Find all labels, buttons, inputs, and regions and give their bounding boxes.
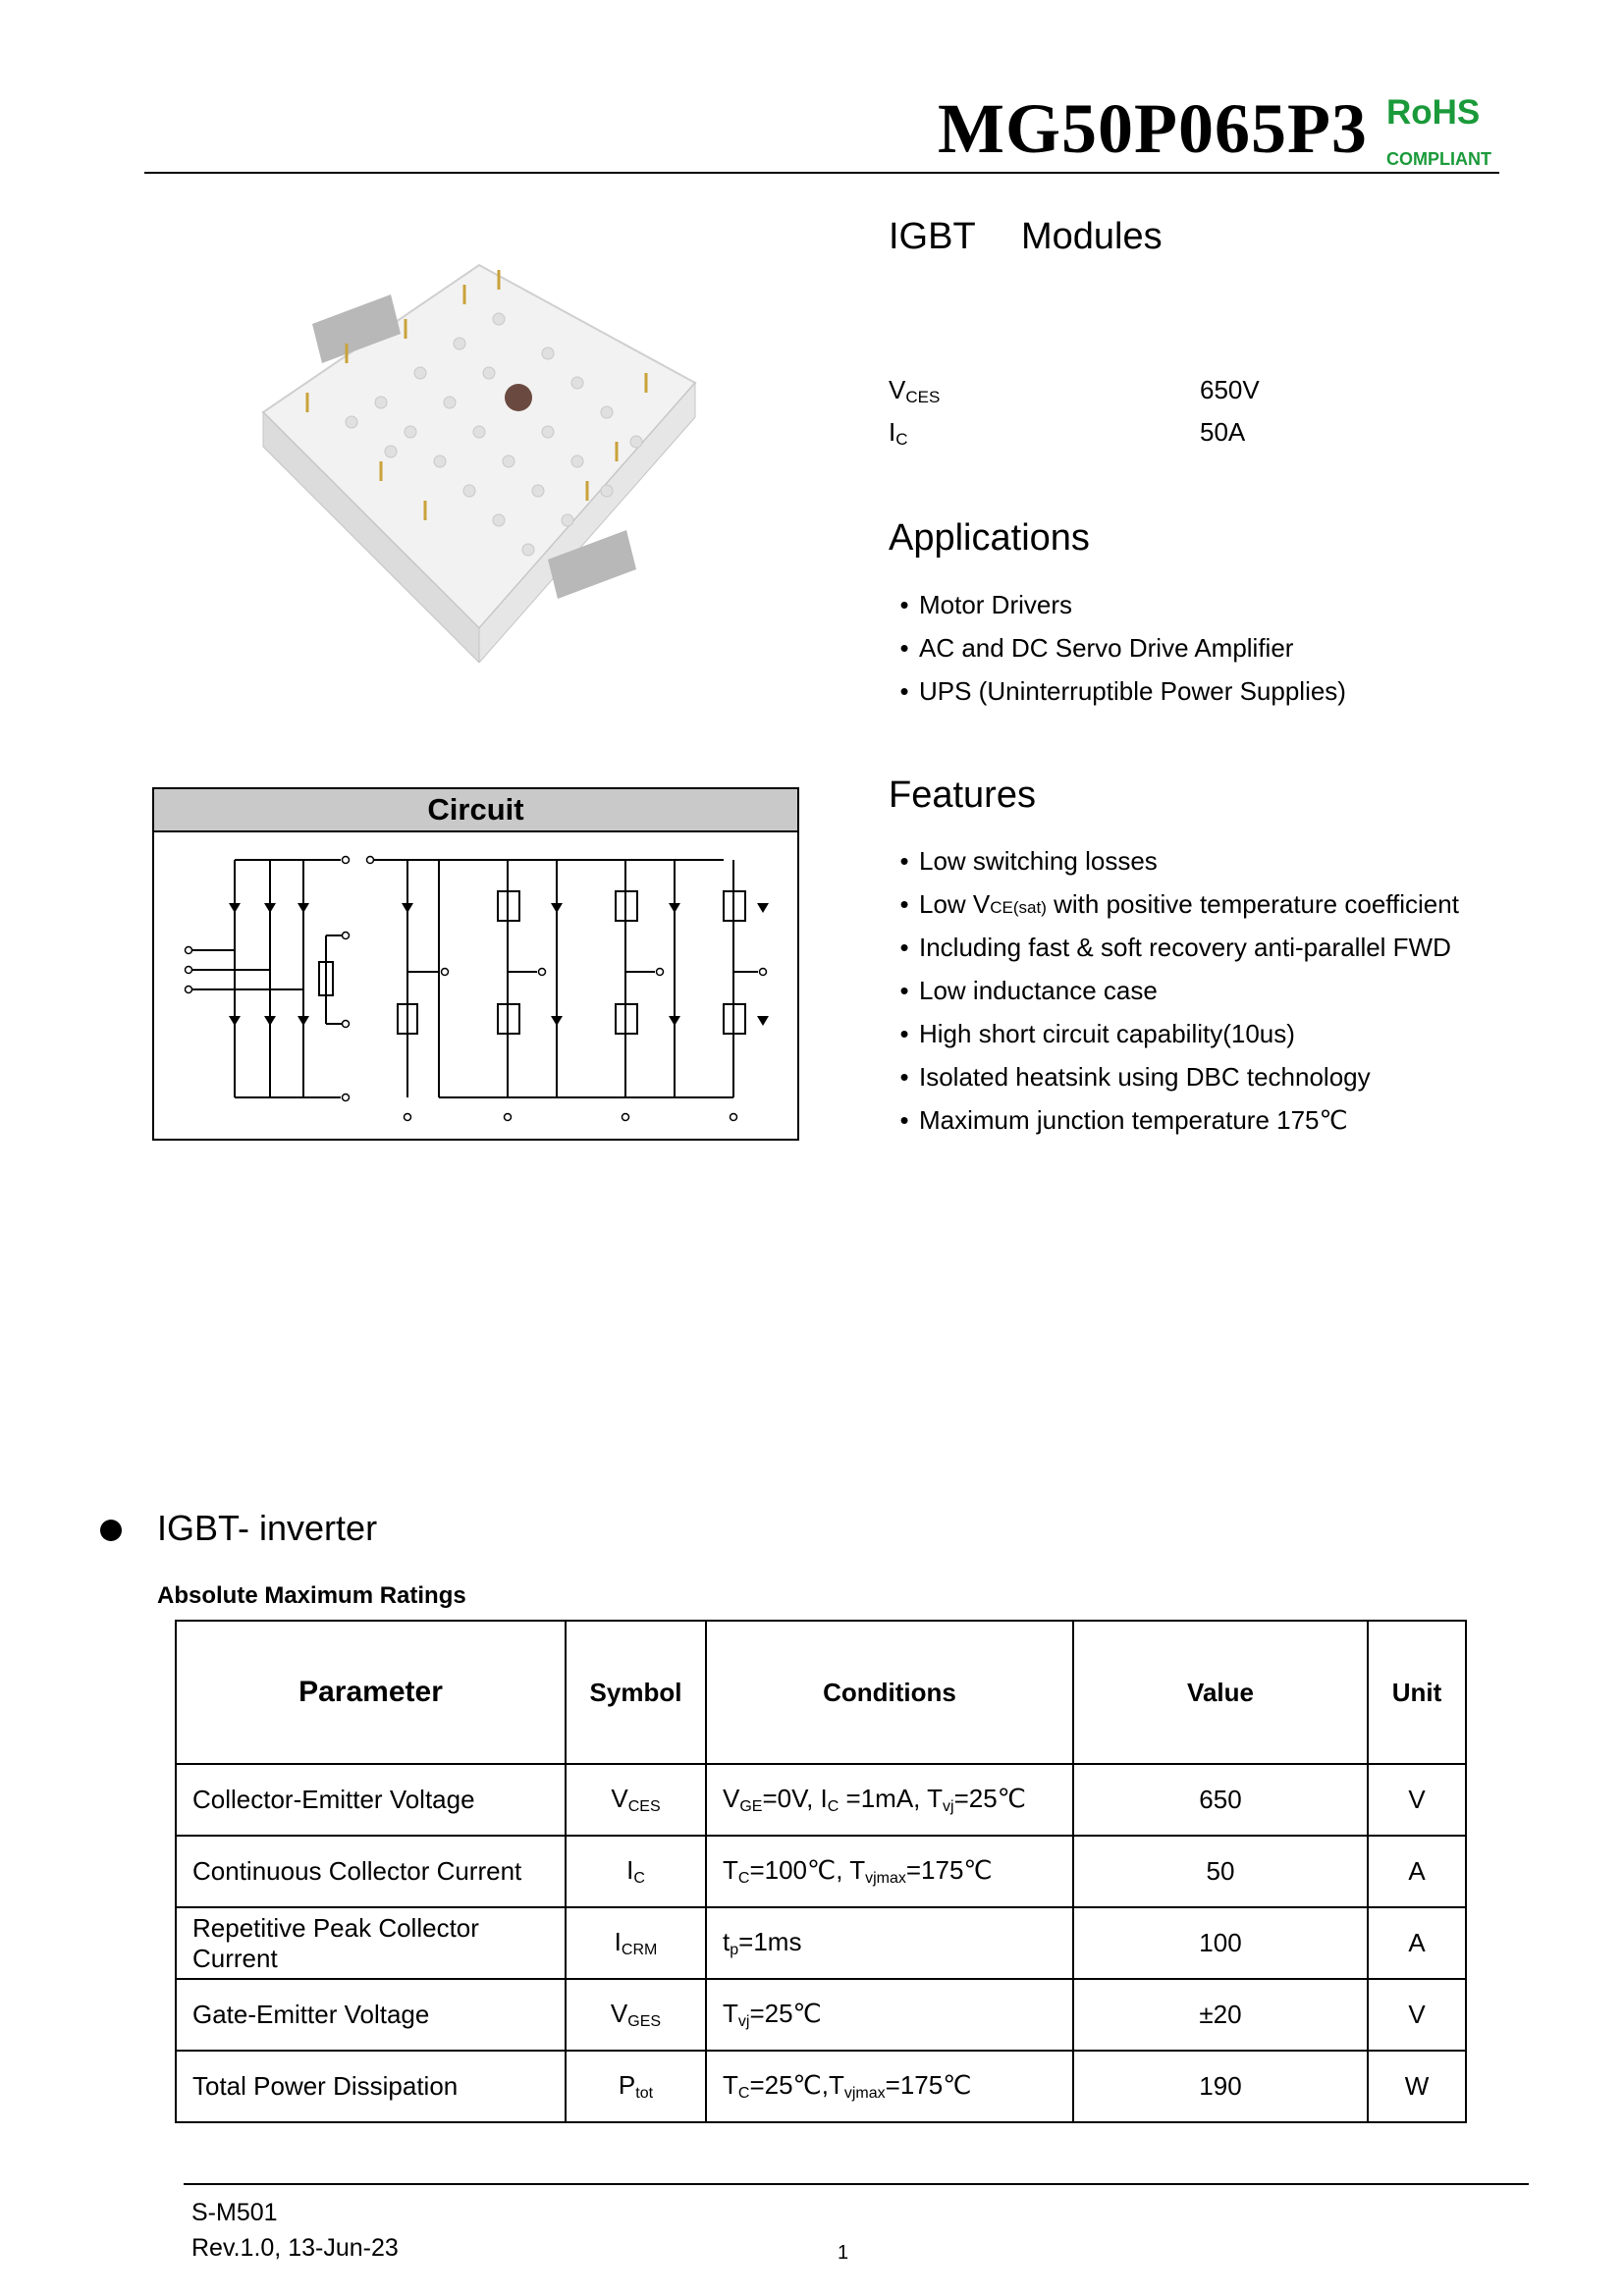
spec-ic-value: 50A [1200,417,1246,447]
cell-symbol: $V_{CES}$ [566,1764,706,1836]
cell-conditions: $V_{GE}=0V$, $I_C =1mA$, $T_{vj}=25℃$ [706,1764,1073,1836]
table-title: Absolute Maximum Ratings [157,1582,466,1609]
table-row [176,1979,1466,2051]
cell-unit: W [1368,2051,1466,2122]
circuit-schematic [154,832,797,1137]
spec-vces-label: $V_{CES}$ [889,375,941,406]
cell-conditions: $t_p=1ms$ [706,1907,1073,1979]
table-row [176,1907,1466,1979]
page-number: 1 [838,2242,849,2264]
cell-parameter: Continuous Collector Current [176,1836,566,1907]
header-parameter: Parameter [176,1621,566,1764]
section-bullet [100,1520,122,1541]
list-item: • Low switching losses [899,846,1158,876]
list-item: • Maximum junction temperature 175℃ [899,1105,1348,1135]
table-row [176,2051,1466,2122]
list-item: • Low VCE(sat) with positive temperature coefficient [899,889,1459,919]
cell-parameter: Repetitive Peak Collector Current [176,1907,566,1979]
rohs-compliant-label: COMPLIANT [1386,149,1491,169]
header-conditions: Conditions [706,1621,1073,1764]
header-value: Value [1073,1621,1368,1764]
applications-heading: Applications [889,517,1090,559]
module-product-image [253,245,705,663]
cell-symbol: $I_{CRM}$ [566,1907,706,1979]
cell-symbol: $V_{GES}$ [566,1979,706,2051]
cell-unit: A [1368,1836,1466,1907]
cell-parameter: Total Power Dissipation [176,2051,566,2122]
list-item: • Isolated heatsink using DBC technology [899,1062,1371,1092]
cell-value: 650 [1073,1764,1368,1836]
section-title: IGBT- inverter [157,1508,378,1548]
list-item: • AC and DC Servo Drive Amplifier [899,633,1294,663]
features-heading: Features [889,774,1036,816]
cell-unit: V [1368,1764,1466,1836]
cell-unit: A [1368,1907,1466,1979]
cell-value: 100 [1073,1907,1368,1979]
circuit-heading: Circuit [154,789,797,832]
cell-value: 50 [1073,1836,1368,1907]
list-item: • Motor Drivers [899,590,1073,619]
header-symbol: Symbol [566,1621,706,1764]
cell-value: ±20 [1073,1979,1368,2051]
cell-symbol: $I_C$ [566,1836,706,1907]
part-number: MG50P065P3 [938,89,1368,168]
header-unit: Unit [1368,1621,1466,1764]
features-list [893,839,1459,1142]
list-item: • Low inductance case [899,976,1158,1005]
list-item: • UPS (Uninterruptible Power Supplies) [899,676,1346,706]
doc-code: S-M501 [191,2199,278,2226]
table-row [176,1836,1466,1907]
list-item: • Including fast & soft recovery anti-parallel FWD [899,933,1451,962]
list-item: • High short circuit capability(10us) [899,1019,1295,1048]
spec-vces-value: 650V [1200,375,1260,404]
revision: Rev.1.0, 13-Jun-23 [191,2234,399,2262]
absolute-max-ratings-table [175,1620,1467,2123]
applications-list [893,583,1346,713]
cell-conditions: $T_{vj}=25℃$ [706,1979,1073,2051]
rohs-label: RoHS [1386,93,1481,132]
cell-conditions: $T_C=25℃,T_{vjmax}=175℃$ [706,2051,1073,2122]
cell-unit: V [1368,1979,1466,2051]
spec-ic-label: $I_C$ [889,417,908,449]
cell-parameter: Gate-Emitter Voltage [176,1979,566,2051]
table-row [176,1764,1466,1836]
footer-rule [184,2183,1529,2185]
header-rule [144,172,1499,174]
product-type-a: IGBT [889,216,976,257]
product-type-b: Modules [1021,216,1163,257]
cell-value: 190 [1073,2051,1368,2122]
cell-parameter: Collector-Emitter Voltage [176,1764,566,1836]
table-header-row [176,1621,1466,1764]
circuit-diagram-box [152,787,799,1141]
cell-conditions: $T_C=100℃$, $T_{vjmax}=175℃$ [706,1836,1073,1907]
cell-symbol: $P_{tot}$ [566,2051,706,2122]
